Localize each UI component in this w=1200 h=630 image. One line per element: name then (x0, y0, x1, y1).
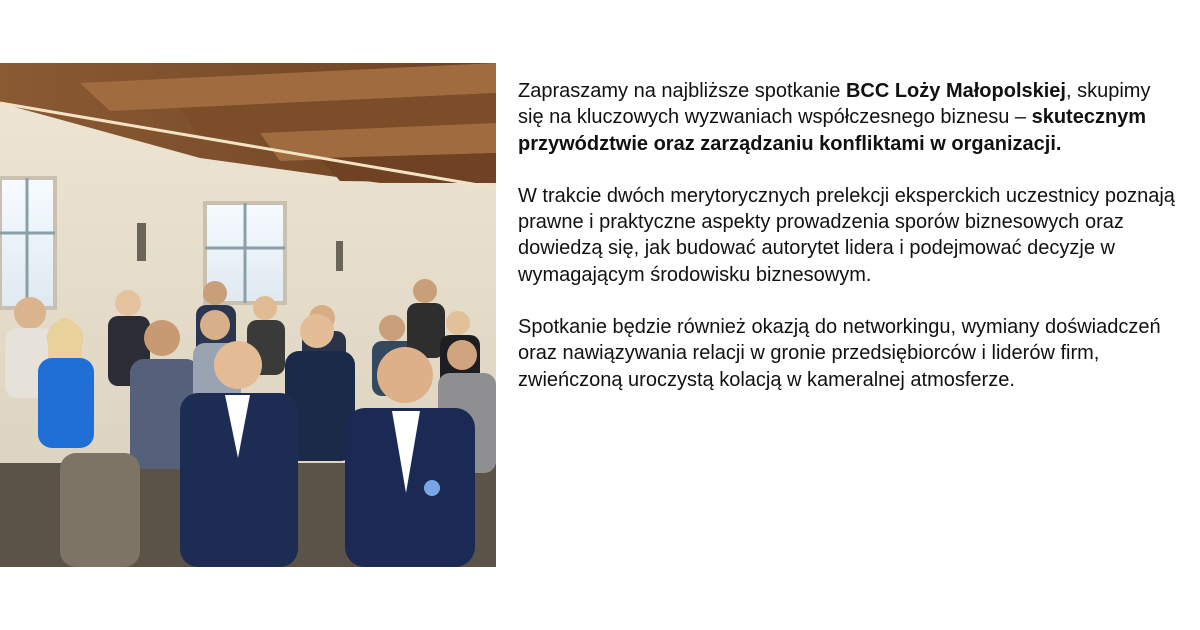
intro-text-middle: , skupimy się na kluczowych wyzwaniach współczesnego biznesu – (518, 80, 1151, 129)
intro-text-start: Zapraszamy na najbliższe spotkanie (518, 80, 846, 102)
lectures-paragraph: W trakcie dwóch merytorycznych prelekcji eksperckich uczestnicy poznają prawne i praktyczne aspekty prowadzenia sporów biznesowych oraz dowiedzą się, jak budować autorytet lidera i podejmować decyzje w wymagającym środowisku biznesowym. (518, 184, 1175, 286)
event-audience-photo (0, 63, 496, 567)
audience-photo-illustration (0, 63, 496, 567)
intro-paragraph (518, 78, 1178, 157)
event-description (518, 78, 1178, 393)
meeting-topics: skutecznym przywództwie oraz zarządzaniu konfliktami w organizacji. (518, 106, 1147, 155)
networking-paragraph: Spotkanie będzie również okazją do networkingu, wymiany doświadczeń oraz nawiązywania relacji w gronie przedsiębiorców i liderów firm, zwieńczoną uroczystą kolacją w kameralnej atmosferze. (518, 316, 1161, 391)
organization-name: BCC Loży Małopolskiej (845, 80, 1066, 102)
